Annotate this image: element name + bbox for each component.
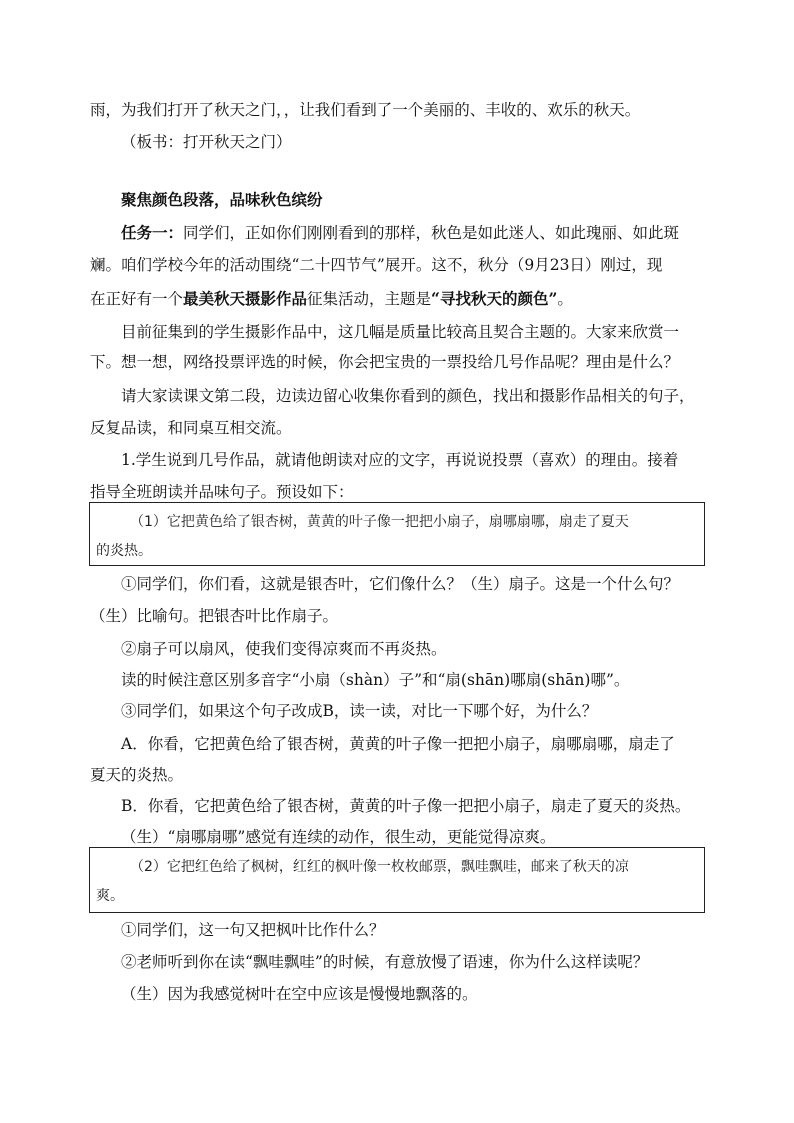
paragraph-line: （生）“扇哪扇哪”感觉有连续的动作，很生动，更能觉得凉爽。 [121,828,556,846]
section-heading: 聚焦颜色段落，品味秋色缤纷 [121,190,323,209]
paragraph-line: （生）比喻句。把银杏叶比作扇子。 [90,607,339,625]
quote-line: （2）它把红色给了枫树，红红的枫叶像一枚枚邮票，飘哇飘哇，邮来了秋天的凉 [130,859,629,875]
quote-box-1 [89,502,705,566]
option-a-line: 夏天的炎热。 [90,766,184,784]
paragraph-line: （生）因为我感觉树叶在空中应该是慢慢地飘落的。 [121,985,478,1003]
paragraph-line: ②扇子可以扇风，使我们变得凉爽而不再炎热。 [121,640,447,658]
text-span: 在正好有一个 [90,290,184,308]
paragraph-line: 雨，为我们打开了秋天之门，，让我们看到了一个美丽的、丰收的、欢乐的秋天。 [90,101,641,119]
quote-line: 的炎热。 [96,543,152,559]
quote-box-2 [89,847,705,913]
paragraph-line [90,291,573,308]
task-one-line [121,225,679,242]
option-b-line: B．你看，它把黄色给了银杏树，黄黄的叶子像一把把小扇子，扇走了夏天的炎热。 [121,797,691,815]
paragraph-line: 1.学生说到几号作品，就请他朗读对应的文字，再说说投票（喜欢）的理由。接着 [121,451,679,469]
paragraph-line: 斓。咱们学校今年的活动围绕“二十四节气”展开。这不，秋分（9月23日）刚过，现 [90,256,663,274]
paragraph-line: ②老师听到你在读“飘哇飘哇”的时候，有意放慢了语速，你为什么这样读呢？ [121,953,649,971]
paragraph-line: ③同学们，如果这个句子改成B，读一读，对比一下哪个好，为什么？ [121,702,598,720]
paragraph-line: 请大家读课文第二段，边读边留心收集你看到的颜色，找出和摄影作品相关的句子， [121,387,695,405]
bold-span: “寻找秋天的颜色” [431,289,558,308]
quote-line: （1）它把黄色给了银杏树，黄黄的叶子像一把把小扇子，扇哪扇哪，扇走了夏天 [130,514,629,530]
paragraph-line: ①同学们，你们看，这就是银杏叶，它们像什么？（生）扇子。这是一个什么句？ [121,575,680,593]
quote-line: 爽。 [96,888,124,904]
task-label: 任务一： [121,223,184,242]
text-span: 征集活动，主题是 [307,290,432,308]
paragraph-line: 目前征集到的学生摄影作品中，这几幅是质量比较高且契合主题的。大家来欣赏一 [121,323,680,341]
bold-span: 最美秋天摄影作品 [183,289,308,308]
paragraph-line: 指导全班朗读并品味句子。预设如下： [90,483,354,501]
task-text: 同学们，正如你们刚刚看到的那样，秋色是如此迷人、如此瑰丽、如此斑 [183,224,680,242]
blackboard-note: （板书：打开秋天之门） [121,133,292,151]
option-a-line: A．你看，它把黄色给了银杏树，黄黄的叶子像一把把小扇子，扇哪扇哪，扇走了 [121,735,675,753]
paragraph-line: 反复品读，和同桌互相交流。 [90,419,292,437]
paragraph-line: 读的时候注意区别多音字“小扇（shàn）子”和“扇(shān)哪扇(shān)哪”。 [121,671,630,689]
paragraph-line: 下。想一想，网络投票评选的时候，你会把宝贵的一票投给几号作品呢？理由是什么？ [90,353,680,371]
text-span: 。 [557,290,573,308]
paragraph-line: ①同学们，这一句又把枫叶比作什么？ [121,921,385,939]
